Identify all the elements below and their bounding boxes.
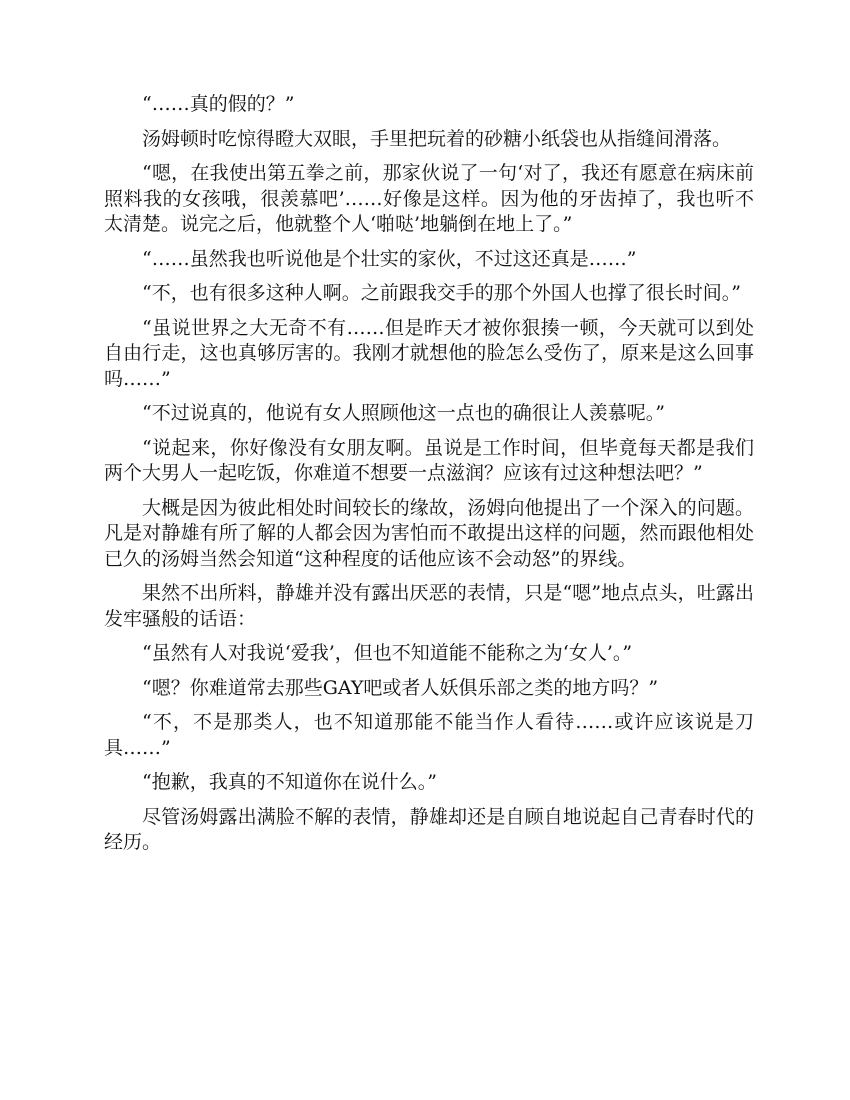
paragraph-10: 果然不出所料，静雄并没有露出厌恶的表情，只是“嗯”地点点头，吐露出发牢骚般的话语： <box>104 582 754 630</box>
paragraph-5: “不，也有很多这种人啊。之前跟我交手的那个外国人也撑了很长时间。” <box>142 282 741 304</box>
paragraph-3: “嗯，在我使出第五拳之前，那家伙说了一句‘对了，我还有愿意在病床前照料我的女孩哦，很羡慕吧’……好像是这样。因为他的牙齿掉了，我也听不太清楚。说完之后，他就整个人‘啪哒’地躺倒在地上了。” <box>104 162 754 235</box>
paragraph-9: 大概是因为彼此相处时间较长的缘故，汤姆向他提出了一个深入的问题。凡是对静雄有所了解的人都会因为害怕而不敢提出这样的问题，然而跟他相处已久的汤姆当然会知道“这种程度的话他应该不会动怒”的界线。 <box>104 496 754 570</box>
paragraph-11: “虽然有人对我说‘爱我’，但也不知道能不能称之为‘女人’。” <box>142 642 633 664</box>
paragraph-13: “不，不是那类人，也不知道那能不能当作人看待……或许应该说是刀具……” <box>104 711 754 759</box>
paragraph-2: 汤姆顿时吃惊得瞪大双眼，手里把玩着的砂糖小纸袋也从指缝间滑落。 <box>142 127 732 150</box>
paragraph-8: “说起来，你好像没有女朋友啊。虽说是工作时间，但毕竟每天都是我们两个大男人一起吃饭，你难道不想要一点滋润？应该有过这种想法吧？” <box>104 436 754 484</box>
paragraph-14: “抱歉，我真的不知道你在说什么。” <box>142 771 437 793</box>
paragraph-1: “……真的假的？” <box>142 93 295 115</box>
paragraph-12: “嗯？你难道常去那些GAY吧或者人妖俱乐部之类的地方吗？” <box>142 676 659 699</box>
document-page <box>104 92 754 865</box>
paragraph-7: “不过说真的，他说有女人照顾他这一点也的确很让人羡慕呢。” <box>142 402 665 424</box>
paragraph-15: 尽管汤姆露出满脸不解的表情，静雄却还是自顾自地说起自己青春时代的经历。 <box>104 805 754 853</box>
paragraph-6: “虽说世界之大无奇不有……但是昨天才被你狠揍一顿，今天就可以到处自由行走，这也真够厉害的。我刚才就想他的脸怎么受伤了，原来是这么回事吗……” <box>104 316 754 390</box>
paragraph-4: “……虽然我也听说他是个壮实的家伙，不过这还真是……” <box>142 247 637 270</box>
